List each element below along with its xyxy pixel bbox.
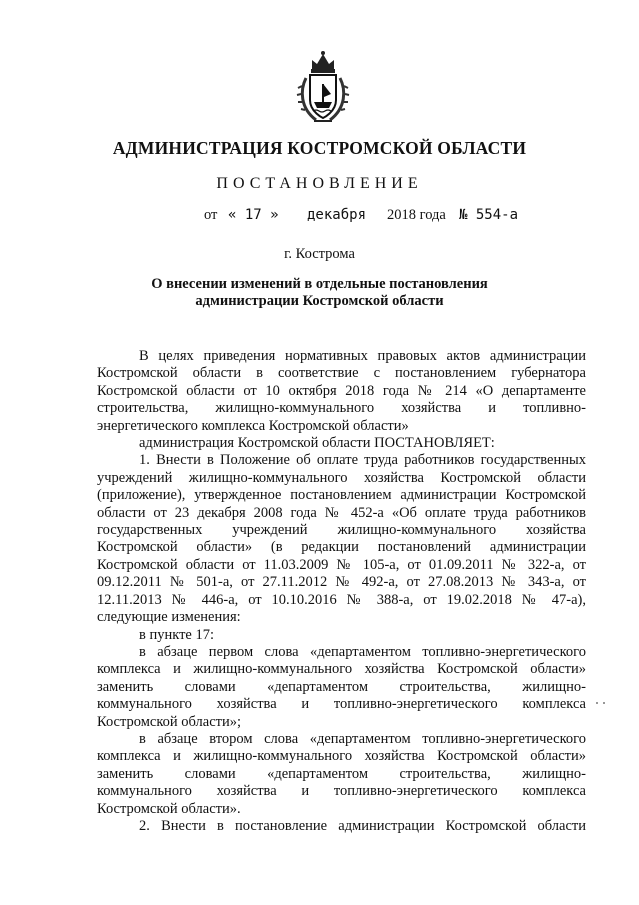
body-line: следующие изменения:: [97, 609, 241, 626]
body-line: в пункте 17:: [139, 626, 215, 643]
document-type: ПОСТАНОВЛЕНИЕ: [216, 175, 423, 192]
title-line: администрации Костромской области: [195, 293, 444, 309]
date-year: 2018 года: [387, 207, 446, 223]
body-line: Костромской области в соответствие с постановлением губернатора: [97, 365, 586, 382]
coat-of-arms-icon: [296, 50, 350, 126]
date-day: « 17 »: [228, 207, 279, 223]
body-line: учреждений жилищно-коммунального хозяйства Костромской области: [97, 469, 586, 486]
body-line: строительства, жилищно-коммунального хозяйства и топливно-: [97, 400, 586, 417]
body-line: коммунального хозяйства и топливно-энергетического комплекса: [97, 783, 586, 800]
title-line: О внесении изменений в отдельные постановления: [151, 276, 488, 292]
body-line: Костромской области от 10 октября 2018 года № 214 «О департаменте: [97, 382, 586, 399]
body-line: Костромской области» (в редакции постановлений администрации: [97, 539, 586, 556]
body-line: Костромской области»;: [97, 713, 242, 730]
date-month: декабря: [307, 207, 367, 223]
body-line: области от 23 декабря 2008 года № 452-а «Об оплате труда работников: [97, 504, 586, 521]
body-line: 2. Внести в постановление администрации Костромской области: [139, 817, 586, 834]
body-line: В целях приведения нормативных правовых актов администрации: [139, 348, 586, 364]
body-line: заменить словами «департаментом строительства, жилищно-: [97, 765, 586, 782]
document-title: [0, 276, 639, 310]
body-line: комплекса и жилищно-коммунального хозяйства Костромской области»: [97, 748, 586, 765]
document-number: № 554-а: [459, 207, 519, 223]
date-prefix: от: [204, 207, 218, 223]
body-line: в абзаце первом слова «департаментом топливно-энергетического: [139, 643, 586, 660]
body-line: коммунального хозяйства и топливно-энергетического комплекса: [97, 696, 586, 713]
body-line: государственных учреждений жилищно-коммунального хозяйства: [97, 522, 586, 539]
document-body: [97, 348, 586, 835]
body-line: заменить словами «департаментом строительства, жилищно-: [97, 678, 586, 695]
city: г. Кострома: [284, 246, 355, 262]
body-line: администрация Костромской области ПОСТАНОВЛЯЕТ:: [139, 435, 495, 452]
body-line: Костромской области от 11.03.2009 № 105-а, от 01.09.2011 № 322-а, от: [97, 556, 586, 573]
body-line: энергетического комплекса Костромской области»: [97, 417, 409, 434]
body-line: Костромской области».: [97, 800, 241, 817]
body-line: 09.12.2011 № 501-а, от 27.11.2012 № 492-а, от 27.08.2013 № 343-а, от: [97, 574, 586, 591]
body-line: в абзаце втором слова «департаментом топливно-энергетического: [139, 730, 586, 747]
scan-speck: [594, 700, 608, 706]
body-line: (приложение), утвержденное постановлением администрации Костромской: [97, 487, 586, 504]
body-line: комплекса и жилищно-коммунального хозяйства Костромской области»: [97, 661, 586, 678]
body-line: 1. Внести в Положение об оплате труда работников государственных: [139, 452, 586, 469]
body-line: 12.11.2013 № 446-а, от 10.10.2016 № 388-а, от 19.02.2018 № 47-а),: [97, 591, 586, 608]
organization-name: АДМИНИСТРАЦИЯ КОСТРОМСКОЙ ОБЛАСТИ: [112, 138, 527, 158]
